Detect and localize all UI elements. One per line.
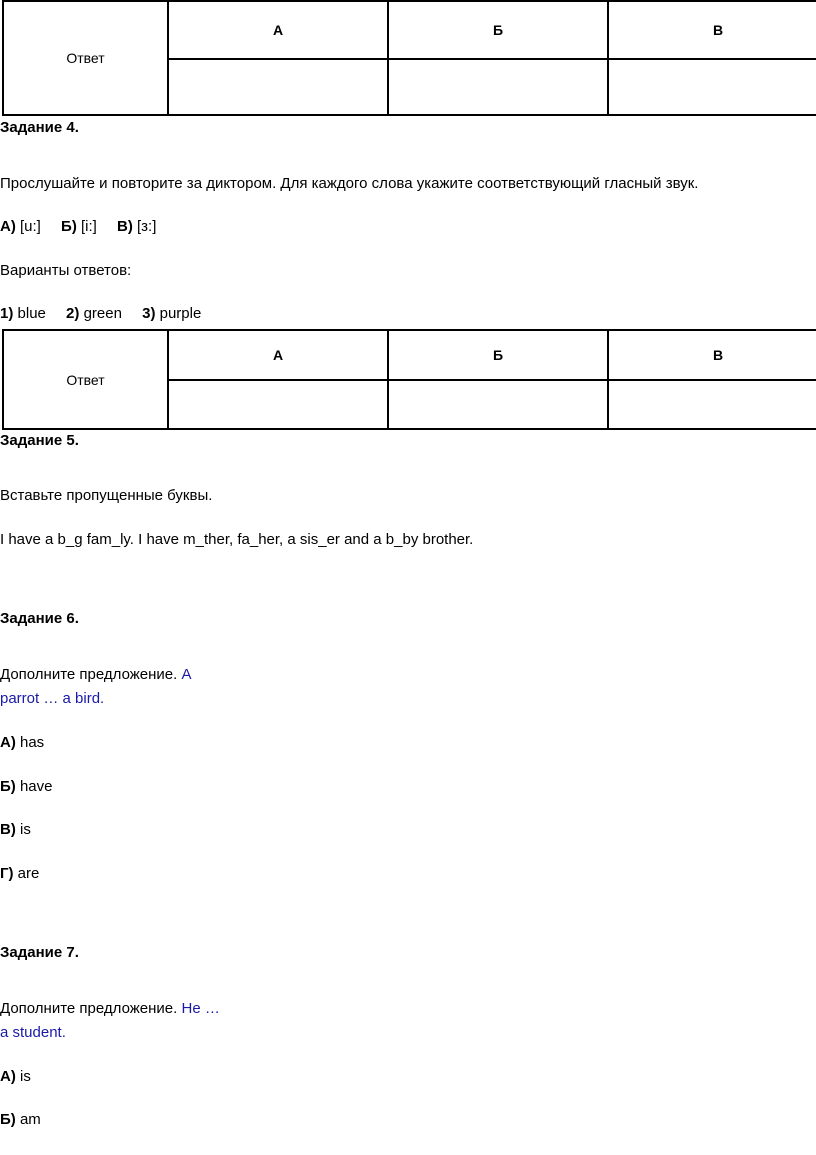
task7-title: Задание 7.: [0, 944, 79, 961]
task5-instruction: Вставьте пропущенные буквы.: [0, 487, 213, 504]
answer-label: Ответ: [3, 330, 168, 429]
answer-table-2: [2, 329, 816, 430]
sound-value-a: [u:]: [20, 218, 41, 235]
task6-option-a: А) has: [0, 734, 45, 751]
task6-option-g: Г) are: [0, 865, 40, 882]
column-header-b: Б: [388, 330, 608, 380]
variant-value-2: green: [83, 305, 122, 322]
task6-option-b: Б) have: [0, 778, 53, 795]
task4-variants: [0, 304, 201, 324]
answer-cell-v[interactable]: [608, 59, 816, 115]
task7-instruction: Дополните предложение.: [0, 1000, 178, 1017]
variant-value-3: purple: [159, 305, 202, 322]
task6-prompt-start: A: [181, 666, 192, 683]
task7-instruction-line: [0, 999, 220, 1019]
task6-option-v: В) is: [0, 821, 31, 838]
task6-instruction-line: [0, 665, 192, 685]
answer-cell-v[interactable]: [608, 380, 816, 429]
sound-value-b: [i:]: [80, 218, 97, 235]
column-header-a: А: [168, 330, 388, 380]
task4-sounds: [0, 217, 156, 237]
answer-table-1: [2, 0, 816, 116]
task7-option-b: Б) am: [0, 1111, 41, 1128]
answer-cell-a[interactable]: [168, 380, 388, 429]
answer-cell-a[interactable]: [168, 59, 388, 115]
task4-variants-label: Варианты ответов:: [0, 262, 132, 279]
column-header-v: В: [608, 1, 816, 59]
task6-title: Задание 6.: [0, 610, 79, 627]
answer-cell-b[interactable]: [388, 380, 608, 429]
sound-key-b: Б): [61, 218, 77, 235]
variant-key-2: 2): [66, 305, 80, 322]
sound-key-a: А): [0, 218, 16, 235]
task6-prompt-end: parrot … a bird.: [0, 690, 105, 707]
column-header-b: Б: [388, 1, 608, 59]
answer-label: Ответ: [3, 1, 168, 115]
column-header-v: В: [608, 330, 816, 380]
task4-title: Задание 4.: [0, 119, 79, 136]
task6-instruction: Дополните предложение.: [0, 666, 178, 683]
answer-cell-b[interactable]: [388, 59, 608, 115]
sound-key-v: В): [117, 218, 133, 235]
sound-value-v: [з:]: [137, 218, 157, 235]
task4-instruction: Прослушайте и повторите за диктором. Для каждого слова укажите соответствующий гласный звук.: [0, 175, 699, 192]
task7-prompt-end: a student.: [0, 1024, 66, 1041]
variant-key-3: 3): [142, 305, 156, 322]
task5-title: Задание 5.: [0, 432, 79, 449]
variant-key-1: 1): [0, 305, 14, 322]
variant-value-1: blue: [17, 305, 46, 322]
task7-prompt-start: He …: [181, 1000, 220, 1017]
task5-sentence: I have a b_g fam_ly. I have m_ther, fa_her, a sis_er and a b_by brother.: [0, 531, 474, 548]
column-header-a: А: [168, 1, 388, 59]
task7-option-a: А) is: [0, 1068, 31, 1085]
